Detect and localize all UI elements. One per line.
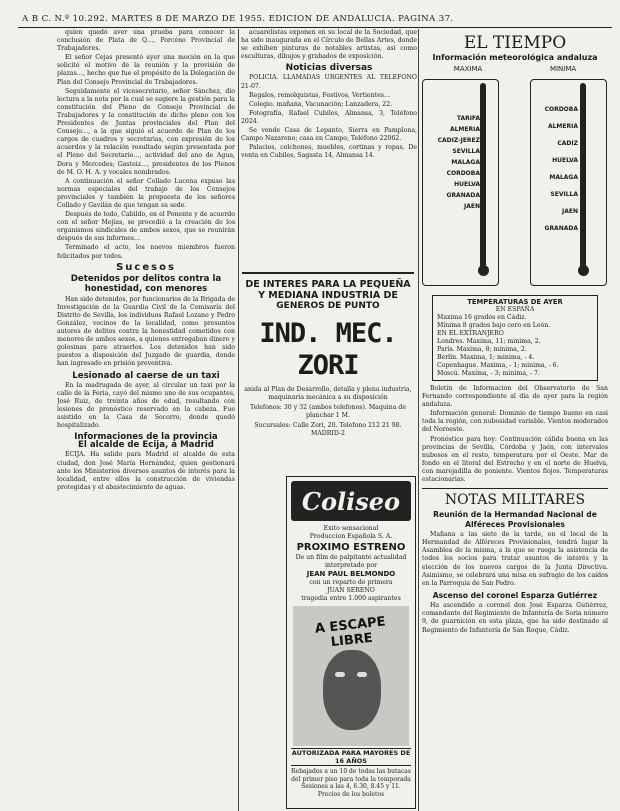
article-headline: Reunión de la Hermandad Nacional de Alféreces Provisionales xyxy=(433,510,597,529)
ad-body: anida al Plan de Desarrollo, detalla y plena industria, maquinaria mecánica a su disposición xyxy=(244,386,412,401)
paragraph: acuarelistas exponen en su local de la Sociedad, que ha sido inaugurada en el Círculo de Bellas Artes, donde se exhiben pinturas de notables artistas, así como esculturas, dibujos y grabados de exposición. xyxy=(241,29,417,61)
city-label: CADIZ xyxy=(557,140,578,147)
header-rule xyxy=(18,27,612,28)
advertisement-coliseo xyxy=(286,476,416,809)
city-label: CADIZ-JEREZ xyxy=(437,137,480,144)
article-body xyxy=(420,602,610,635)
article-headline: Ascenso del coronel Esparza Gutiérrez xyxy=(432,590,598,600)
city-label: SEVILLA xyxy=(550,191,578,198)
paragraph: ECIJA. Ha salido para Madrid el alcalde de esta ciudad, don José María Hernández, quien gestionará ante los Ministerios diversos asuntos de interés para la localidad, entre ellos la construcción de viviendas protegidas y el abastecimiento de aguas. xyxy=(57,451,235,491)
temperature-line: Londres. Maxima, 11; minima, 2. xyxy=(437,338,541,345)
paragraph: Colegio. mañana, Vacunación; Lanzadera, 22. xyxy=(249,100,393,108)
ad-brand-banner xyxy=(291,481,411,521)
paragraph: Seguidamente el vicesecretario, señor Sánchez, dio lectura a la nota por la cual se sugiere la gestión para la constitución del Pleno de Consejo Provincial de Trabajadores y la constitución de dicho pleno con los Presidentes de Juntas provinciales del Plan del Consejo…, a la que siguió el acuerdo de Plan de los cargos de cuadros y secretarias, con expresión de los acuerdos y la relación resultado según presentada por el Pleno del Secretario…, actividad del ano de Agua, Dora y Mercedes; Gasteiz…, presidentes de los Plenos de M. O. H. A. y vocales nombrados. xyxy=(57,87,235,176)
city-label: HUELVA xyxy=(552,157,578,164)
maxima-cities xyxy=(432,113,480,212)
temperature-line: Moscú. Maxima, - 3; minima, - 7. xyxy=(437,370,540,377)
paragraph: En la madrugada de ayer, al circular un taxi por la calle de la Feria, cayó del mismo uno de sus ocupantes, José Ruiz, de treinta años de edad, resultando con lesiones de pronóstico reservado en la cabeza. Fue asistido en la Casa de Socorro, donde quedó hospitalizado. xyxy=(57,381,235,430)
ad-text: JUAN SERENO xyxy=(327,587,375,594)
paragraph: Regalos, remolquistas, Festivos, Vertientes… xyxy=(249,91,391,99)
city-label: ALMERIA xyxy=(547,123,578,130)
temperature-line: Copenhague. Maxima, - 1; minima, - 6. xyxy=(437,362,559,369)
portrait-shape xyxy=(323,650,381,730)
city-label: ALMERIA xyxy=(449,126,480,133)
city-label: TARIFA xyxy=(456,115,480,122)
film-poster-image xyxy=(293,606,409,746)
temperatures-box xyxy=(432,295,598,381)
section-heading-sucesos: Sucesos xyxy=(116,261,176,273)
column-1 xyxy=(57,29,235,811)
temperature-line: París. Maxima, 8; minima, 2. xyxy=(437,346,527,353)
ad-text: De un film de palpitante actualidad interpretado por xyxy=(295,554,407,569)
weather-report xyxy=(420,385,610,485)
ad-estreno: PROXIMO ESTRENO xyxy=(296,542,406,553)
city-label: MALAGA xyxy=(451,159,480,166)
paragraph: Ha ascendido a coronel don José Esparza Gutiérrez, comandante del Regimiento de Infantería de Soria número 9, de guarnición en esta plaza, que ha sido destinado al Regimiento de Infantería de San Roque, Cádiz. xyxy=(422,602,608,634)
ad-text: Rebajados a un 10 de todas las butacas del primer piso para toda la temporada xyxy=(291,768,411,783)
page-header: A B C. N.º 10.292. MARTES 8 DE MARZO DE 1955. EDICION DE ANDALUCIA. PAGINA 37. xyxy=(22,14,454,24)
paragraph: A continuación el señor Collado Lucena expuso las normas especiales del trabajo de los Consejos provinciales y también la propuesta de los señores Collado y Gavilán de que tengan su sede. xyxy=(57,177,235,209)
article-headline: Detenidos por delitos contra la honestidad, con menores xyxy=(70,273,222,294)
city-label: SEVILLA xyxy=(452,148,480,155)
column-divider xyxy=(418,29,419,811)
article-headline: Lesionado al caerse de un taxi xyxy=(72,370,220,381)
temperature-line: EN EL EXTRANJERO xyxy=(437,330,504,337)
section-heading-notas-militares: NOTAS MILITARES xyxy=(444,492,586,509)
ad-headline: GENEROS DE PUNTO xyxy=(276,301,380,311)
paragraph: El señor Cejas presentó ayer una moción en la que solicitó el motivo de la reunión y la provisión de plazas…, hecho que fue el propósito de la Delegación de Plan del Consejo Provincial de Trabajadores. xyxy=(57,54,235,86)
weather-subtitle: Información meteorológica andaluza xyxy=(432,53,598,62)
temperature-line: Mínima 8 grados bajo cero en León. xyxy=(437,322,551,329)
paragraph: Pronóstico para hoy: Continuación cálida buena en las provincias de Sevilla, Córdoba y Jaén, con intervalos nubosos en el resto, temperatura por el Oeste. Mar de fondo en el litoral del Estrecho y en el norte de Huelva, con marejadilla de poniente. Vientos flojos. Temperaturas estacionarias. xyxy=(422,435,608,484)
column-2 xyxy=(241,29,417,267)
city-label: JAEN xyxy=(464,203,480,210)
temperatures-title: TEMPERATURAS DE AYER xyxy=(467,298,563,306)
ad-headline: Y MEDIANA INDUSTRIA DE xyxy=(258,290,398,301)
thermometer-tube-max xyxy=(480,83,486,273)
ad-text: tragedia entre 1.000 aspirantes xyxy=(301,595,401,602)
section-heading-noticias: Noticias diversas xyxy=(285,63,373,74)
temperature-line: Maxima 16 grados en Cádiz. xyxy=(437,314,527,321)
thermometer-bulb xyxy=(478,265,489,276)
ad-rule xyxy=(242,272,414,274)
thermometer-headers xyxy=(420,65,610,73)
paragraph: Mañana a las siete de la tarde, en el local de la Hermandad de Alféreces Provisionales, tendrá lugar la Asamblea de la misma, a la que se ruega la asistencia de todos los socios para tratar asuntos de interés y la elección de los nuevos cargos de la Junta Directiva. Asimismo, se celebrará una misa en sufragio de los caídos en la Parroquia de San Pedro. xyxy=(422,531,608,587)
temperatures-list xyxy=(437,314,593,378)
paragraph: Terminado el acto, los nuevos miembros fueron felicitados por todos. xyxy=(57,244,235,260)
ad-text: Sesiones a las 4, 6.30, 8.45 y 11. Precios de los boletos xyxy=(301,783,401,798)
ad-text: con un reparto de primera xyxy=(309,579,393,586)
city-label: CORDOBA xyxy=(544,106,578,113)
city-label: GRANADA xyxy=(446,192,480,199)
paragraph: Fotografía, Rafael Cubiles, Almansa, 3, Teléfono 2024. xyxy=(241,109,417,125)
advertisement-zori xyxy=(242,272,414,472)
ad-body: Telefonos: 30 y 32 (ambos telefonos). Maquina de planchar 1 M. xyxy=(249,404,407,419)
ad-body: Sucursales: Calle Zori, 20. Telefono 212 21 98. MADRID-2 xyxy=(254,422,402,437)
paragraph: Información general: Dominio de tiempo bueno en casi toda la región, con nubosidad variable. Vientos moderados del Noroeste. xyxy=(422,410,608,434)
thermometer-tube-min xyxy=(580,83,586,273)
ad-authorization: AUTORIZADA PARA MAYORES DE 16 AÑOS xyxy=(291,749,411,765)
thermometer-bulb xyxy=(578,265,589,276)
minima-cities xyxy=(534,101,578,237)
portrait-eye xyxy=(335,672,345,677)
city-label: CORDOBA xyxy=(446,170,480,177)
ad-headline: DE INTERES PARA LA PEQUEÑA xyxy=(245,279,411,290)
ad-text: Exito sensacional xyxy=(323,525,379,532)
section-rule xyxy=(422,488,608,489)
paragraph: Boletín de Información del Observatorio de San Fernando correspondiente al día de ayer para la región andaluza. xyxy=(422,385,608,409)
weather-title: EL TIEMPO xyxy=(463,33,567,53)
minima-label: MINIMA xyxy=(549,65,577,73)
city-label: MALAGA xyxy=(549,174,578,181)
ad-star: JEAN PAUL BELMONDO xyxy=(306,570,396,578)
ad-brand: Coliseo xyxy=(301,486,401,516)
ad-text: Produccion Española S. A. xyxy=(309,533,393,540)
city-label: GRANADA xyxy=(544,225,578,232)
temperature-line: Berlín. Maxima, 1; minima, - 4. xyxy=(437,354,535,361)
city-label: JAEN xyxy=(562,208,578,215)
paragraph: Han sido detenidos, por funcionarios de la Brigada de Investigación de la Guardia Civil de la Comisaría del Distrito de Sevilla, los individuos Rafael Lozano y Pedro González, vecinos de la localidad, como presuntos autores de delitos contra la honestidad cometidos con menores de ambos sexos, a quienes entregaban dinero y golosinas para atraerlos. Los detenidos han sido puestos a disposición del Juzgado de guardia, donde han ingresado en prisión preventiva. xyxy=(57,295,235,368)
column-divider xyxy=(238,29,239,811)
paragraph: POLICIA. LLAMADAS URGENTES AL TELEFONO 21-07. xyxy=(241,74,417,90)
city-label: HUELVA xyxy=(454,181,480,188)
portrait-eye xyxy=(357,672,367,677)
paragraph: Palacios, colchones, muebles, cortinas y ropas. De venta en Cubiles, Sagasta 14, Almansa 14. xyxy=(241,144,417,160)
section-heading: Informaciones de la provincia xyxy=(74,432,218,443)
paragraph: Se vende Casa de Lepanto, Sierra en Pamplona, Campo Nazareno; casa en Campo, Teléfono 22062. xyxy=(241,127,417,143)
thermometer-graphic xyxy=(420,73,610,291)
article-body xyxy=(420,531,610,589)
article-headline: El alcalde de Ecija, a Madrid xyxy=(78,440,214,451)
paragraph: Después de todo, Cabildo, en el Ponente y de acuerdo con el señor Mejías, se procedió a la creación de los organismos sindicales de ambos sexos, que se reunirán después de sus informes… xyxy=(57,211,235,243)
column-3 xyxy=(420,29,610,811)
temperatures-subtitle: EN ESPAÑA xyxy=(495,306,535,313)
maxima-label: MAXIMA xyxy=(453,65,483,73)
film-title: A ESCAPE LIBRE xyxy=(314,614,387,651)
paragraph: quien quedó aver una prueba para conocer la conclusión de Plata de Q…, Porcéno Provincial de Trabajadores. xyxy=(57,29,235,53)
ad-brand: IND. MEC. ZORI xyxy=(259,318,397,381)
